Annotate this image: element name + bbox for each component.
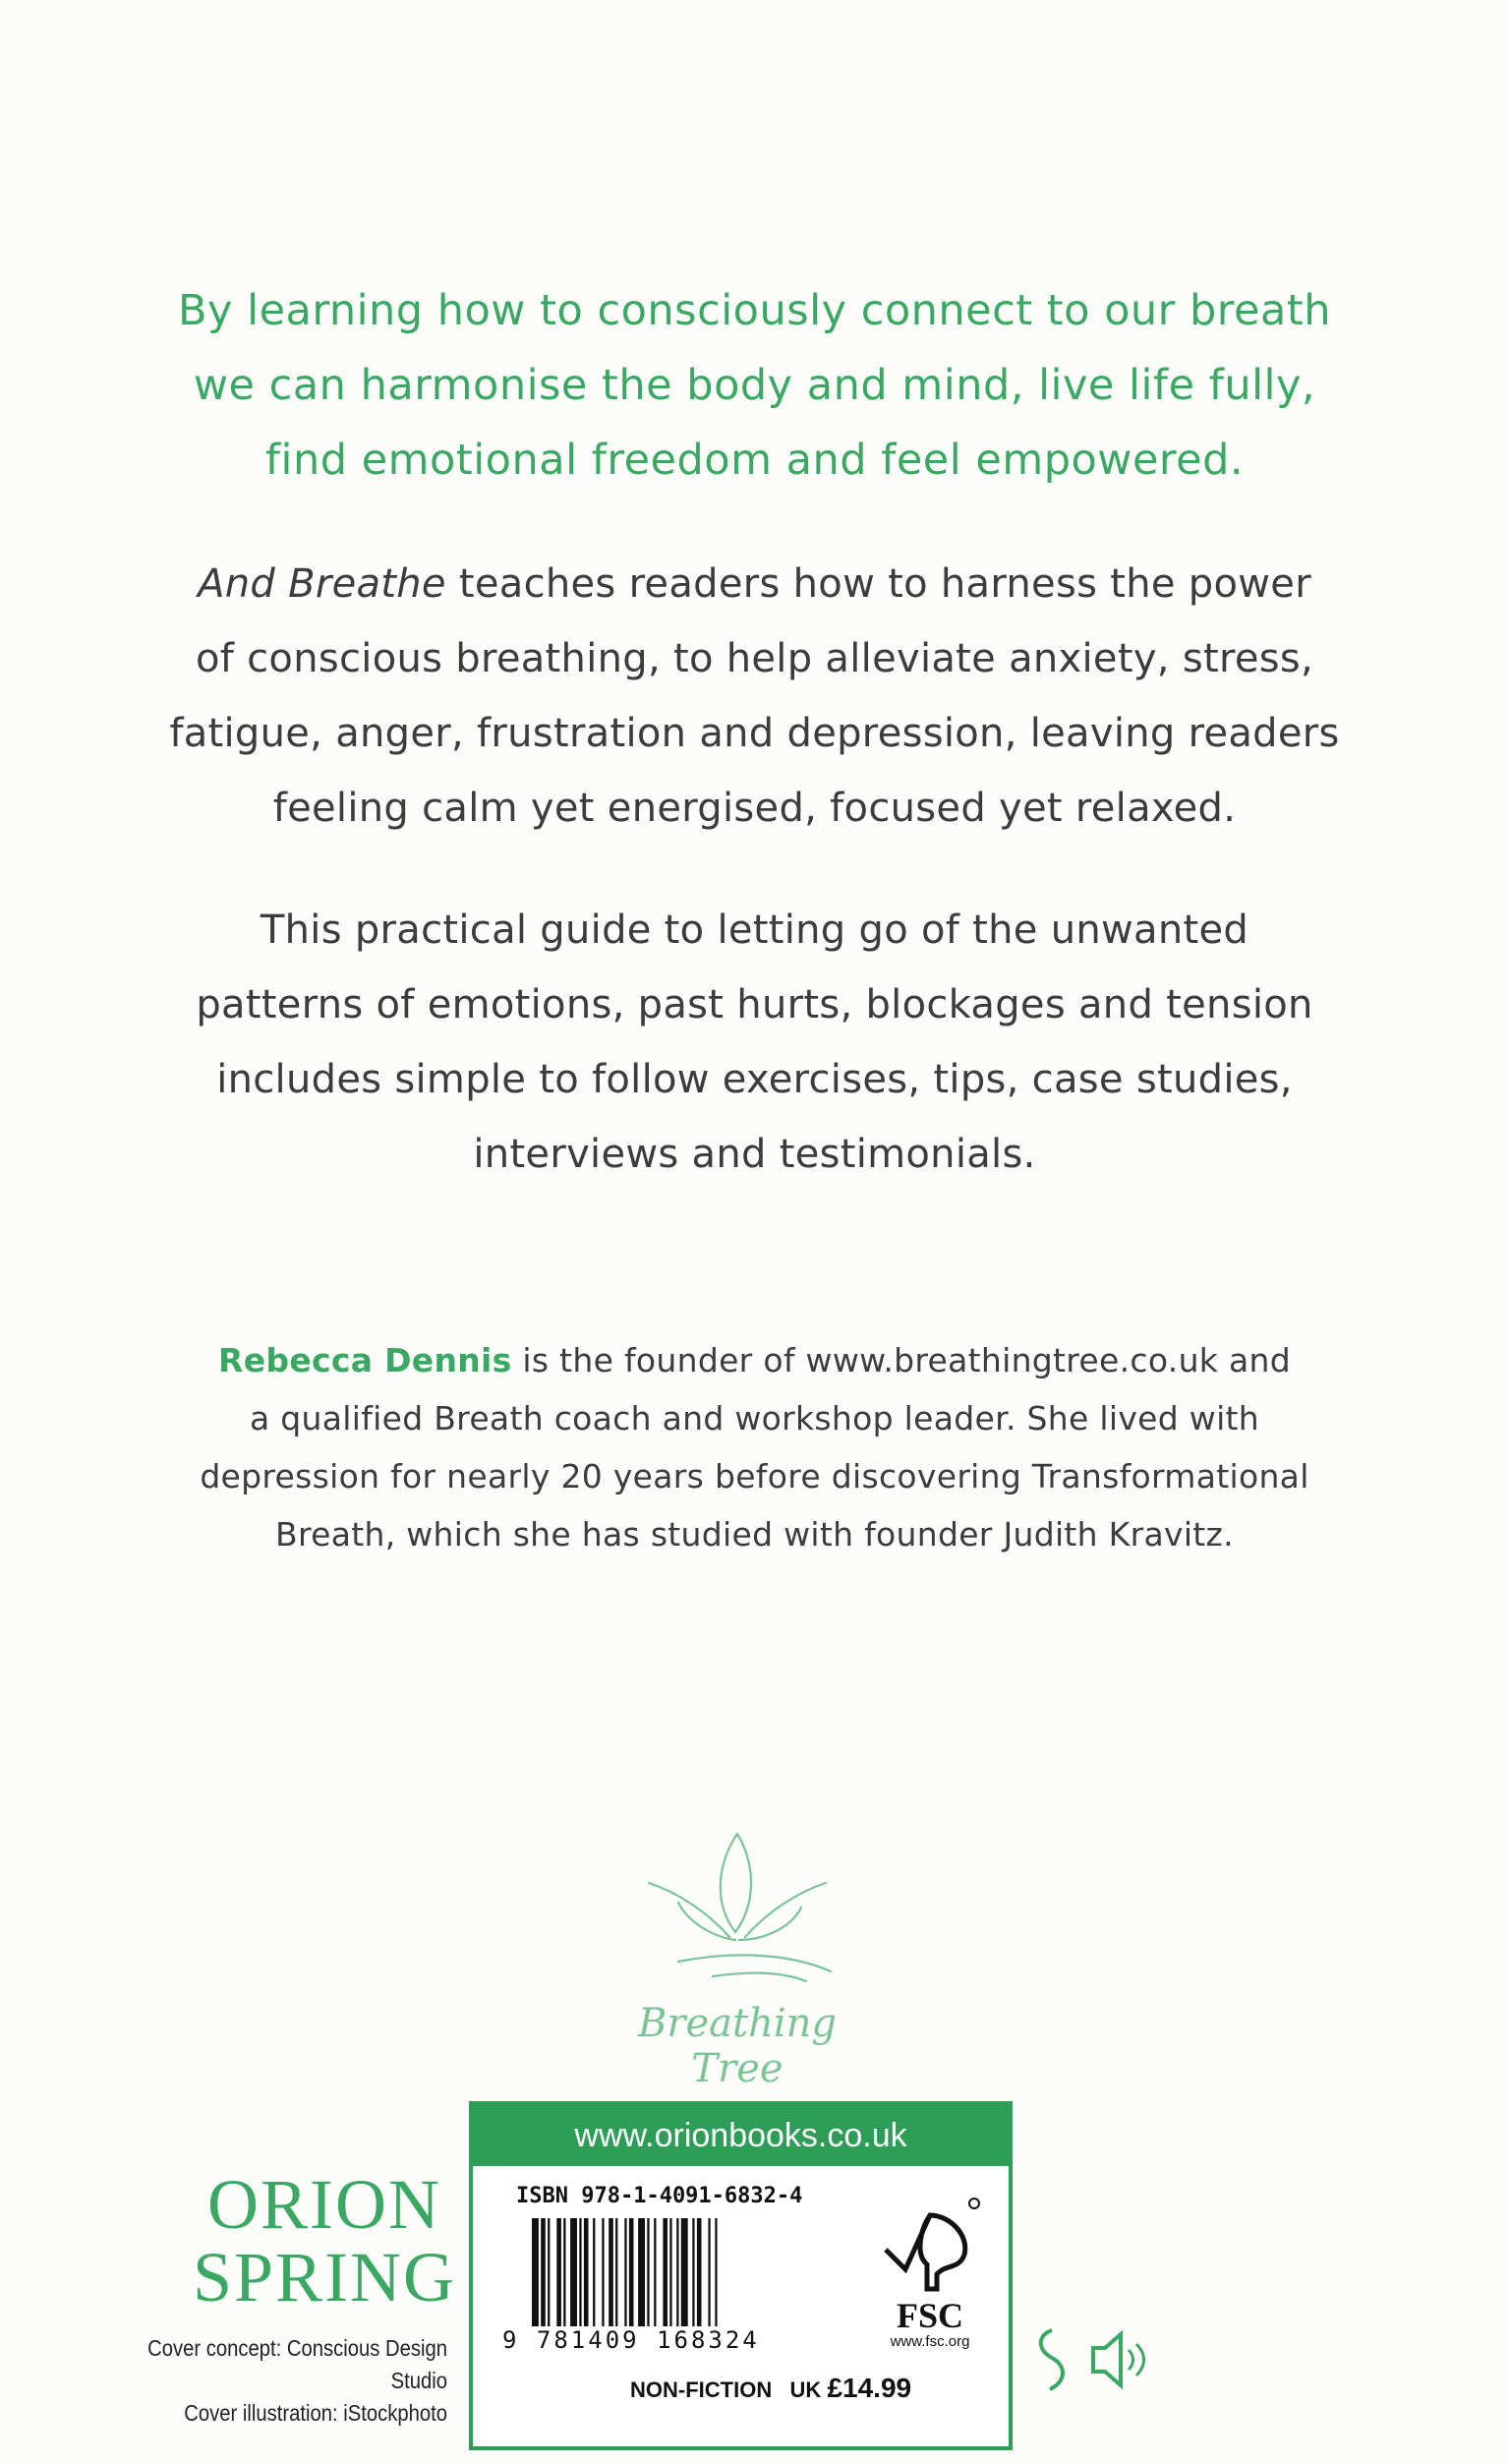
- barcode-bar: [708, 2218, 710, 2326]
- barcode-bar: [697, 2218, 702, 2326]
- bio-line: depression for nearly 20 years before discovering Transformational: [200, 1457, 1309, 1496]
- barcode-bar: [556, 2218, 561, 2326]
- barcode-bar: [663, 2218, 667, 2326]
- bio-text: is the founder of www.breathingtree.co.uk and: [511, 1341, 1291, 1379]
- barcode-bar: [624, 2218, 626, 2326]
- barcode-bar: [654, 2218, 656, 2326]
- barcode-bar: [715, 2218, 717, 2326]
- paragraph-line: [0, 547, 1509, 621]
- barcode-bar: [602, 2218, 604, 2326]
- barcode-bar: [669, 2218, 671, 2326]
- barcode-box: [469, 2101, 1013, 2450]
- barcode-bar: [681, 2218, 688, 2326]
- audio-speaker-icon: [1032, 2320, 1160, 2399]
- paragraph-line: includes simple to follow exercises, tips, case studies,: [216, 1057, 1293, 1102]
- barcode-bar: [638, 2218, 645, 2326]
- barcode-bar: [548, 2218, 550, 2326]
- bio-line: a qualified Breath coach and workshop leader. She lived with: [249, 1399, 1259, 1437]
- credit-line: Cover concept: Conscious Design Studio: [147, 2335, 447, 2393]
- fsc-label: FSC: [896, 2296, 963, 2335]
- publisher-line: ORION: [207, 2165, 441, 2244]
- barcode-bar: [584, 2218, 589, 2326]
- category-label: NON-FICTION: [630, 2377, 773, 2402]
- barcode-bar: [579, 2218, 581, 2326]
- breathing-tree-logo-text: Breathing Tree: [637, 2001, 838, 2091]
- barcode-bar: [593, 2218, 595, 2326]
- paragraph-line: This practical guide to letting go of the unwanted: [260, 908, 1249, 953]
- cover-credits: [88, 2332, 447, 2430]
- price-value: £14.99: [827, 2373, 912, 2403]
- guide-paragraph: [0, 893, 1509, 1192]
- credit-line: Cover illustration: iStockphoto: [184, 2400, 447, 2426]
- publisher-logo: [192, 2165, 457, 2317]
- barcode-bar: [541, 2218, 546, 2326]
- bio-line: Breath, which she has studied with founder Judith Kravitz.: [275, 1515, 1234, 1554]
- paragraph-text: teaches readers how to harness the power: [445, 561, 1311, 607]
- barcode-bar: [647, 2218, 649, 2326]
- price-line: [630, 2373, 911, 2404]
- region-label: UK: [789, 2377, 822, 2402]
- barcode-bar: [570, 2218, 577, 2326]
- paragraph-line: fatigue, anger, frustration and depression, leaving readers: [169, 711, 1340, 756]
- barcode-bar: [692, 2218, 694, 2326]
- tagline-line: we can harmonise the body and mind, live life fully,: [193, 361, 1316, 410]
- tagline-line: find emotional freedom and feel empowered.: [264, 436, 1245, 485]
- barcode-digits: 9 781409 168324: [502, 2326, 760, 2354]
- paragraph-line: patterns of emotions, past hurts, blockages and tension: [196, 982, 1313, 1027]
- fsc-tree-icon: [876, 2196, 984, 2294]
- barcode-bar: [615, 2218, 617, 2326]
- fsc-url[interactable]: www.fsc.org: [890, 2333, 970, 2350]
- publisher-line: SPRING: [192, 2238, 457, 2317]
- barcode-bar: [609, 2218, 613, 2326]
- barcode-bars: [532, 2218, 817, 2326]
- author-bio: [0, 1331, 1509, 1563]
- paragraph-line: interviews and testimonials.: [473, 1132, 1036, 1177]
- book-title: And Breathe: [198, 561, 446, 607]
- barcode-bar: [629, 2218, 634, 2326]
- publisher-url[interactable]: www.orionbooks.co.uk: [473, 2105, 1009, 2166]
- barcode-bar: [563, 2218, 565, 2326]
- bio-line: [0, 1331, 1509, 1389]
- tagline-line: By learning how to consciously connect to our breath: [178, 286, 1331, 335]
- paragraph-line: of conscious breathing, to help alleviate anxiety, stress,: [195, 636, 1314, 681]
- tagline: [0, 273, 1509, 498]
- paragraph-line: feeling calm yet energised, focused yet relaxed.: [272, 786, 1237, 831]
- barcode-bar: [532, 2218, 539, 2326]
- description-paragraph: [0, 547, 1509, 846]
- isbn-text: ISBN 978-1-4091-6832-4: [516, 2184, 803, 2208]
- author-name: Rebecca Dennis: [218, 1341, 512, 1379]
- barcode-bar: [676, 2218, 678, 2326]
- fsc-logo: [871, 2196, 989, 2373]
